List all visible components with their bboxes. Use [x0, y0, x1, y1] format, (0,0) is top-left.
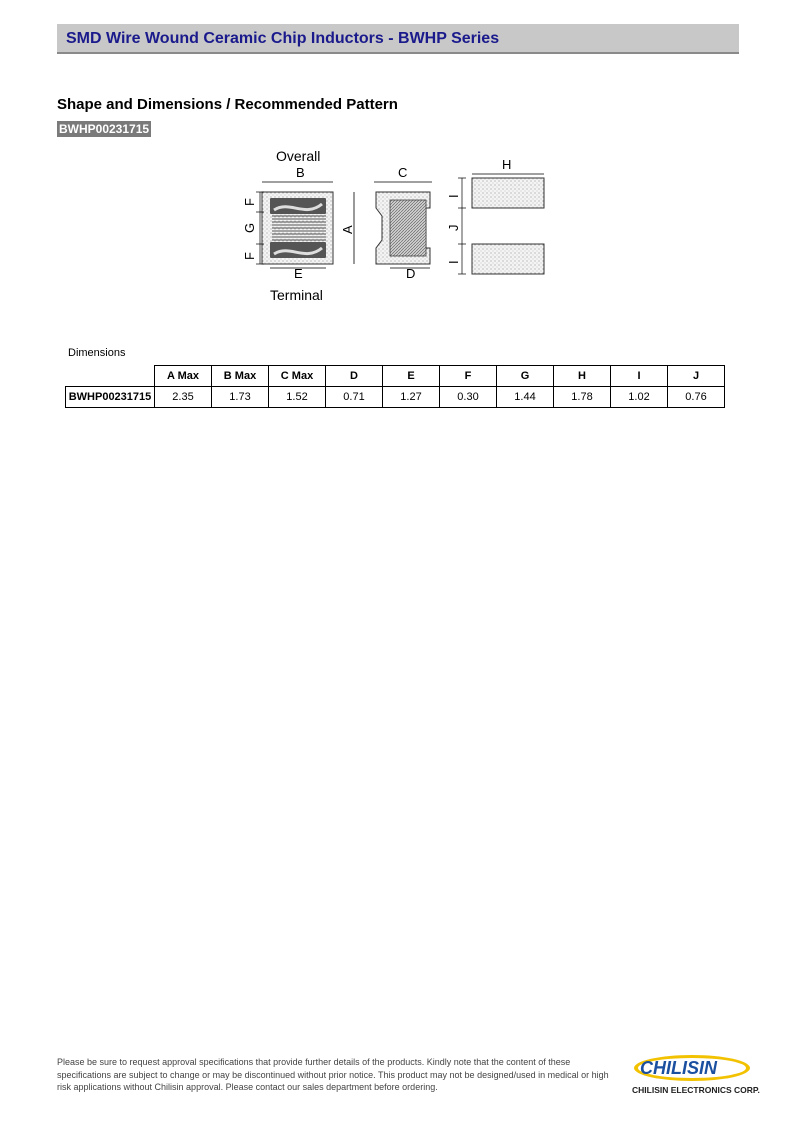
- row-part-number: BWHP00231715: [66, 387, 155, 408]
- column-header: H: [554, 366, 611, 387]
- label-b: B: [296, 165, 305, 180]
- label-d: D: [406, 266, 416, 281]
- column-header: J: [668, 366, 725, 387]
- table-row: [66, 387, 725, 408]
- column-header: C Max: [269, 366, 326, 387]
- chip-side-view: [376, 192, 430, 264]
- table-cell: 1.52: [269, 387, 326, 408]
- part-number-tag: BWHP00231715: [59, 122, 150, 136]
- column-header: I: [611, 366, 668, 387]
- column-header: D: [326, 366, 383, 387]
- column-header: B Max: [212, 366, 269, 387]
- label-j: J: [446, 224, 461, 231]
- table-cell: 0.71: [326, 387, 383, 408]
- label-c: C: [398, 165, 408, 180]
- page-title: SMD Wire Wound Ceramic Chip Inductors - BWHP Series: [66, 30, 500, 47]
- section-heading: Shape and Dimensions / Recommended Pattern: [57, 96, 398, 113]
- table-cell: 1.78: [554, 387, 611, 408]
- chilisin-logo: [628, 1046, 764, 1084]
- table-cell: 1.44: [497, 387, 554, 408]
- table-cell: 1.02: [611, 387, 668, 408]
- logo-text: CHILISIN: [640, 1058, 718, 1078]
- label-h: H: [502, 157, 512, 172]
- label-a: A: [340, 225, 355, 234]
- label-e: E: [294, 266, 303, 281]
- column-header: G: [497, 366, 554, 387]
- pad-top: [472, 178, 544, 208]
- column-header: A Max: [155, 366, 212, 387]
- title-bar: [57, 24, 739, 54]
- table-cell: 1.27: [383, 387, 440, 408]
- pad-bottom: [472, 244, 544, 274]
- dimensions-table: [65, 365, 725, 408]
- dimensions-caption: Dimensions: [68, 347, 126, 359]
- label-g: G: [242, 222, 257, 233]
- chip-top-view: [262, 192, 333, 264]
- label-i-top: I: [446, 194, 461, 198]
- table-corner-cell: [66, 366, 155, 387]
- label-i-bottom: I: [446, 260, 461, 264]
- table-cell: 0.30: [440, 387, 497, 408]
- label-f-bottom: F: [242, 252, 257, 260]
- overall-label: Overall: [276, 148, 321, 164]
- company-name: CHILISIN ELECTRONICS CORP.: [632, 1085, 760, 1095]
- label-f-top: F: [242, 198, 257, 206]
- footer-disclaimer: Please be sure to request approval specifications that provide further details of the products. Kindly note that the content of these specifications are subject to change or may be discontinued without prior notice. This product may not be designed/used in medical or high risk applications without Chilisin approval. Please contact our sales department before ordering.: [57, 1057, 609, 1092]
- table-cell: 2.35: [155, 387, 212, 408]
- table-cell: 1.73: [212, 387, 269, 408]
- terminal-label: Terminal: [270, 287, 323, 303]
- column-header: E: [383, 366, 440, 387]
- column-header: F: [440, 366, 497, 387]
- table-header-row: [66, 366, 725, 387]
- table-cell: 0.76: [668, 387, 725, 408]
- shape-dimensions-diagram: [230, 140, 560, 310]
